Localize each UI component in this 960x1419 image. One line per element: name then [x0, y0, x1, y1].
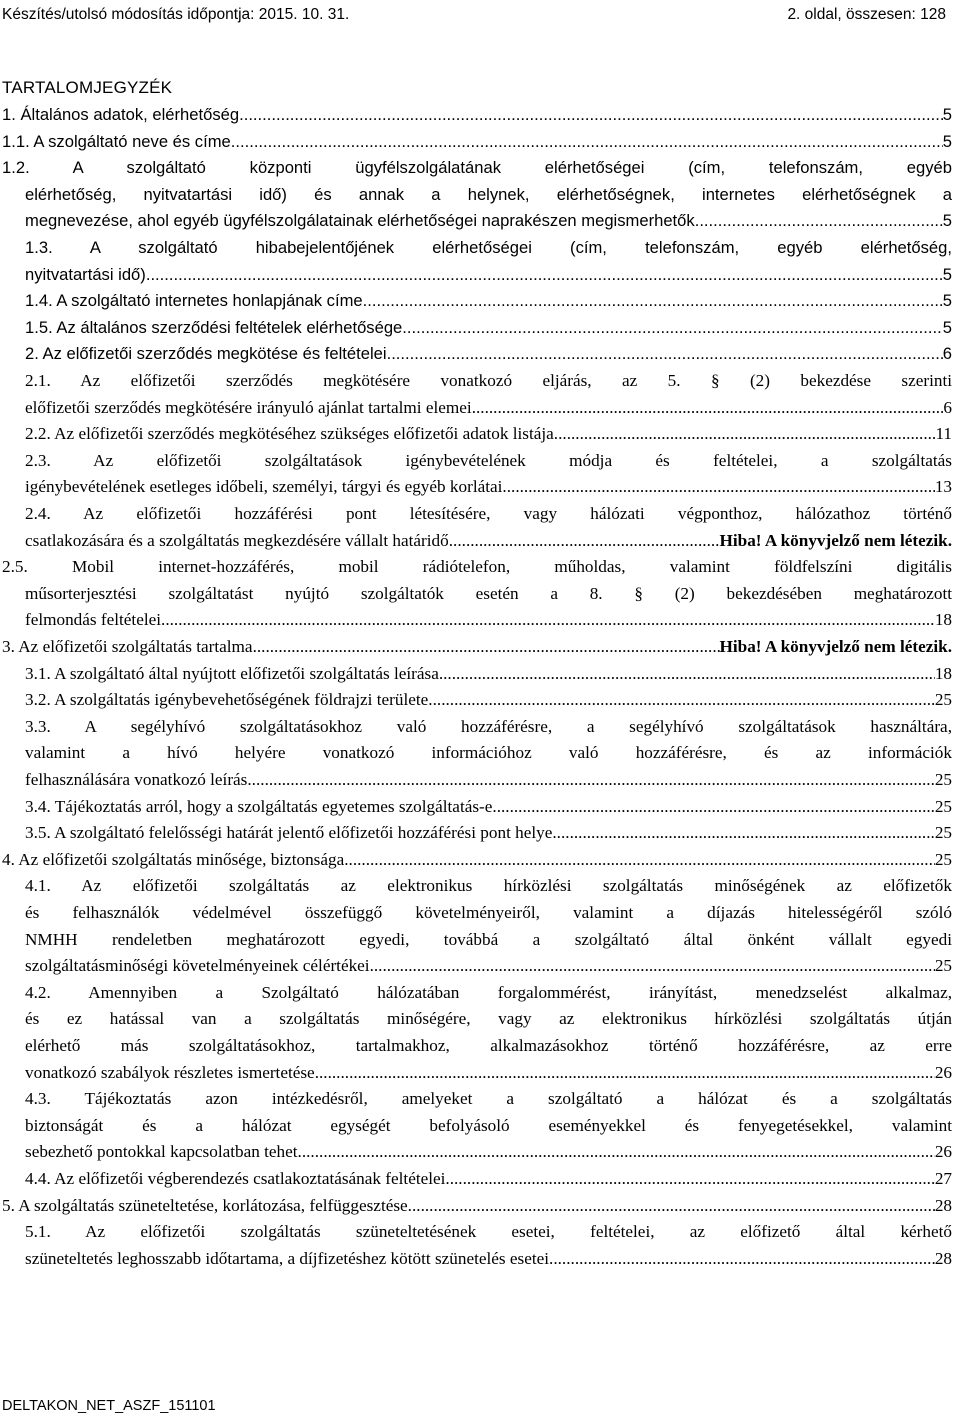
toc-entry-last-line: [25, 341, 952, 368]
toc-entry-title: 3.4. Tájékoztatás arról, hogy a szolgáltatás egyetemes szolgáltatás-e: [25, 796, 493, 816]
toc-entry-number: 1.2.: [2, 158, 73, 178]
dot-leader: [695, 208, 943, 235]
toc-entry[interactable]: [2, 1193, 952, 1220]
toc-entry-last-line: [25, 208, 952, 235]
toc-entry-title: megnevezése, ahol egyéb ügyfélszolgálatainak elérhetőségei naprakészen megismerhetők: [25, 211, 695, 231]
toc-entry-title: szüneteltetés leghosszabb időtartama, a díjfizetéshez kötött szünetelés esetei: [25, 1248, 550, 1268]
toc-bookmark-error: Hiba! A könyvjelző nem létezik.: [719, 637, 952, 656]
toc-entry-last-line: [25, 661, 952, 688]
toc-entry-line: és ez hatással van a szolgáltatás minőségére, vagy az elektronikus hírközlési szolgáltatás útján: [25, 1009, 952, 1029]
toc-entry[interactable]: [2, 129, 952, 156]
dot-leader: [445, 1166, 934, 1193]
dot-leader: [344, 847, 935, 874]
toc-entry-title: vonatkozó szabályok részletes ismertetése: [25, 1062, 315, 1082]
toc-entry-title: 4. Az előfizetői szolgáltatás minősége, biztonsága: [2, 849, 345, 869]
toc-title: TARTALOMJEGYZÉK: [2, 78, 173, 97]
dot-leader: [363, 288, 943, 315]
toc-entry-title: felmondás feltételei: [25, 610, 162, 630]
toc-page-number: 25: [934, 796, 952, 816]
toc-entry-line: műsorterjesztési szolgáltatást nyújtó szolgáltatók esetén a 8. § (2) bekezdésében meghatározott: [25, 583, 952, 603]
toc-entry-title: igénybevételének esetleges időbeli, személyi, tárgyi és egyéb korlátai: [25, 477, 503, 497]
toc-page-number: 5: [942, 317, 952, 337]
toc-entry-line: 3.3. A segélyhívó szolgáltatásokhoz való hozzáférésre, a segélyhívó szolgáltatások használtára,: [25, 716, 952, 736]
toc-entry-line: 2.3. Az előfizetői szolgáltatások igénybevételének módja és feltételei, a szolgáltatás: [25, 450, 952, 470]
dot-leader: [408, 1193, 935, 1220]
toc-entry-last-line: [25, 767, 952, 794]
dot-leader: [502, 474, 934, 501]
toc-entry-line: [2, 155, 952, 182]
dot-leader: [549, 1246, 935, 1273]
toc-entry-title: 3.5. A szolgáltató felelősségi határát jelentő előfizetői hozzáférési pont helye: [25, 823, 553, 843]
toc-entry-title: szolgáltatásminőségi követelményeinek célértékei: [25, 956, 370, 976]
toc-entry-title: 3.2. A szolgáltatás igénybevehetőségének földrajzi területe: [25, 690, 429, 710]
toc-entry-last-line: [25, 1060, 952, 1087]
toc-entry-title: 1. Általános adatok, elérhetőség: [2, 105, 240, 124]
toc-entry[interactable]: [25, 820, 952, 847]
toc-page-number: 25: [934, 769, 952, 789]
toc-entry-last-line: [25, 1246, 952, 1273]
toc-entry-title: 4.4. Az előfizetői végberendezés csatlakoztatásának feltételei: [25, 1169, 446, 1188]
toc-entry[interactable]: [25, 980, 952, 1086]
toc-entry-line: 2.1. Az előfizetői szerződés megkötésére vonatkozó eljárás, az 5. § (2) bekezdése szerinti: [25, 371, 952, 390]
toc-page-number: 18: [934, 663, 952, 683]
toc-entry[interactable]: [25, 794, 952, 821]
toc-entry-line: és felhasználók védelmével összefüggő követelményeiről, valamint a díjazás hitelességéről szóló: [25, 902, 952, 922]
toc-entry-line: 2.4. Az előfizetői hozzáférési pont létesítésére, vagy hálózati végponthoz, hálózathoz történő: [25, 504, 952, 523]
dot-leader: [472, 395, 944, 422]
toc-entry-title: nyitvatartási idő): [25, 264, 146, 284]
toc-entry-line: 5.1. Az előfizetői szolgáltatás szüneteltetésének esetei, feltételei, az előfizető által kérhető: [25, 1222, 952, 1242]
toc-page-number: 5: [942, 105, 952, 124]
dot-leader: [231, 129, 943, 156]
toc-entry[interactable]: [25, 714, 952, 794]
toc-entry-title: 3. Az előfizetői szolgáltatás tartalma: [2, 637, 253, 656]
toc-entry[interactable]: [2, 155, 952, 235]
toc-page-number: 28: [934, 1248, 952, 1268]
toc-page-number: 11: [935, 424, 952, 444]
toc-page-number: 25: [934, 690, 952, 710]
dot-leader: [439, 661, 935, 688]
toc-entry-last-line: [25, 262, 952, 289]
dot-leader: [315, 1060, 935, 1087]
toc-entry[interactable]: [25, 235, 952, 288]
toc-entry-line: biztonságát és a hálózat egységét befolyásoló eseményekkel és fenyegetésekkel, valamint: [25, 1115, 952, 1135]
toc-entry[interactable]: [25, 368, 952, 421]
footer-doc-id: DELTAKON_NET_ASZF_151101: [2, 1398, 216, 1414]
toc-page-number: 25: [934, 849, 952, 869]
toc-entry-title: 3.1. A szolgáltató által nyújtott előfizetői szolgáltatás leírása: [25, 663, 439, 683]
toc-entry-last-line: [25, 528, 952, 555]
toc-page-number: 5: [942, 211, 952, 231]
toc-entry[interactable]: [2, 554, 952, 634]
toc-entry[interactable]: [25, 1166, 952, 1193]
toc-entry-title: 1.4. A szolgáltató internetes honlapjának címe: [25, 291, 363, 311]
toc-entry[interactable]: [25, 1219, 952, 1272]
toc-entry-last-line: [25, 794, 952, 821]
toc-entry[interactable]: [25, 341, 952, 368]
toc-entry-last-line: [25, 607, 952, 634]
toc-entry-line: 4.2. Amennyiben a Szolgáltató hálózatában forgalommérést, irányítást, menedzselést alkalmaz,: [25, 982, 952, 1002]
toc-entry-last-line: [2, 1193, 952, 1220]
toc-entry-text: A szolgáltató központi ügyfélszolgálatának elérhetőségei (cím, telefonszám, egyéb: [72, 158, 952, 178]
toc-entry-last-line: [25, 474, 952, 501]
toc-entry-line: valamint a hívó helyére vonatkozó információhoz való hozzáférésre, és az információk: [25, 743, 952, 763]
toc-page-number: 6: [943, 397, 952, 417]
dot-leader: [253, 634, 720, 661]
toc-entry-last-line: [25, 288, 952, 315]
dot-leader: [247, 767, 934, 794]
toc-page-number: 25: [934, 956, 952, 976]
toc-entry[interactable]: [25, 315, 952, 342]
dot-leader: [161, 607, 935, 634]
toc-page-number: 6: [942, 344, 952, 364]
toc-entry[interactable]: [2, 634, 952, 661]
toc-entry[interactable]: [2, 102, 952, 129]
toc-page-number: 27: [934, 1169, 952, 1188]
toc-entry[interactable]: [25, 873, 952, 979]
toc-entry-line: 4.1. Az előfizetői szolgáltatás az elektronikus hírközlési szolgáltatás minőségének az előfizetők: [25, 876, 952, 896]
toc-entry-title: csatlakozására és a szolgáltatás megkezdésére vállalt határidő: [25, 530, 449, 550]
toc-entry-last-line: [25, 953, 952, 980]
dot-leader: [146, 262, 943, 289]
header-page-count: 2. oldal, összesen: 128: [787, 6, 946, 23]
toc-entry[interactable]: [25, 288, 952, 315]
toc-page-number: 5: [942, 291, 952, 311]
toc-entry[interactable]: [25, 421, 952, 448]
toc-page-number: 28: [934, 1195, 952, 1215]
dot-leader: [449, 528, 720, 555]
toc-entry-title: 1.5. Az általános szerződési feltételek elérhetősége: [25, 317, 403, 337]
toc-entry-last-line: [25, 1166, 952, 1193]
toc-entry-title: 2. Az előfizetői szerződés megkötése és feltételei: [25, 344, 387, 364]
toc-entry-line: 2.5. Mobil internet-hozzáférés, mobil rádiótelefon, műholdas, valamint földfelszíni digitális: [2, 557, 952, 577]
toc-entry[interactable]: [25, 448, 952, 501]
toc-entry-title: előfizetői szerződés megkötésére irányuló ajánlat tartalmi elemei: [25, 397, 472, 417]
dot-leader: [552, 820, 934, 847]
toc-entry[interactable]: [25, 501, 952, 554]
toc-entry-last-line: [25, 820, 952, 847]
toc-entry[interactable]: [25, 661, 952, 688]
toc-entry-last-line: [2, 129, 952, 156]
toc-entry-line: 4.3. Tájékoztatás azon intézkedésről, amelyeket a szolgáltató a hálózat és a szolgáltatás: [25, 1089, 952, 1109]
toc-entry-last-line: [25, 421, 952, 448]
dot-leader: [554, 421, 936, 448]
toc-entry-line: NMHH rendeletben meghatározott egyedi, továbbá a szolgáltató által önként vállalt egyedi: [25, 929, 952, 949]
toc-entry-title: 2.2. Az előfizetői szerződés megkötéséhez szükséges előfizetői adatok listája: [25, 424, 554, 444]
dot-leader: [239, 102, 943, 129]
toc-page-number: 5: [942, 131, 952, 151]
toc-entry-last-line: [25, 1139, 952, 1166]
toc-page-number: 13: [934, 477, 952, 497]
toc-entry-last-line: [25, 687, 952, 714]
toc-entry[interactable]: [25, 1086, 952, 1166]
dot-leader: [402, 315, 942, 342]
toc-entry-line: elérhetőség, nyitvatartási idő) és annak a helynek, elérhetőségnek, internetes elérhetőségnek a: [25, 184, 952, 204]
toc-page-number: 5: [942, 264, 952, 284]
toc-entry[interactable]: [2, 847, 952, 874]
header-timestamp: Készítés/utolsó módosítás időpontja: 2015. 10. 31.: [2, 6, 350, 23]
toc-entry-last-line: [2, 847, 952, 874]
dot-leader: [298, 1139, 935, 1166]
toc-page-number: 25: [934, 823, 952, 843]
toc-entry-last-line: [25, 315, 952, 342]
toc-page-number: 18: [934, 610, 952, 630]
toc-entry-last-line: [2, 634, 952, 661]
dot-leader: [492, 794, 934, 821]
toc-entry-title: sebezhető pontokkal kapcsolatban tehet: [25, 1142, 298, 1162]
toc-entry-line: elérhető más szolgáltatásokhoz, tartalmakhoz, alkalmazásokhoz történő hozzáférésre, az erre: [25, 1035, 952, 1055]
dot-leader: [387, 341, 943, 368]
toc-entry-title: 1.1. A szolgáltató neve és címe: [2, 131, 231, 151]
toc-entry-line: 1.3. A szolgáltató hibabejelentőjének elérhetőségei (cím, telefonszám, egyéb elérhetőség,: [25, 238, 952, 257]
toc-page-number: 26: [934, 1142, 952, 1162]
toc-entry-last-line: [2, 102, 952, 129]
toc-entry[interactable]: [25, 687, 952, 714]
toc-entry-last-line: [25, 395, 952, 422]
toc-page-number: 26: [934, 1062, 952, 1082]
dot-leader: [428, 687, 935, 714]
dot-leader: [370, 953, 935, 980]
toc-entry-title: 5. A szolgáltatás szüneteltetése, korlátozása, felfüggesztése: [2, 1195, 408, 1215]
toc-entry-title: felhasználására vonatkozó leírás: [25, 769, 248, 789]
toc-bookmark-error: Hiba! A könyvjelző nem létezik.: [719, 530, 952, 550]
